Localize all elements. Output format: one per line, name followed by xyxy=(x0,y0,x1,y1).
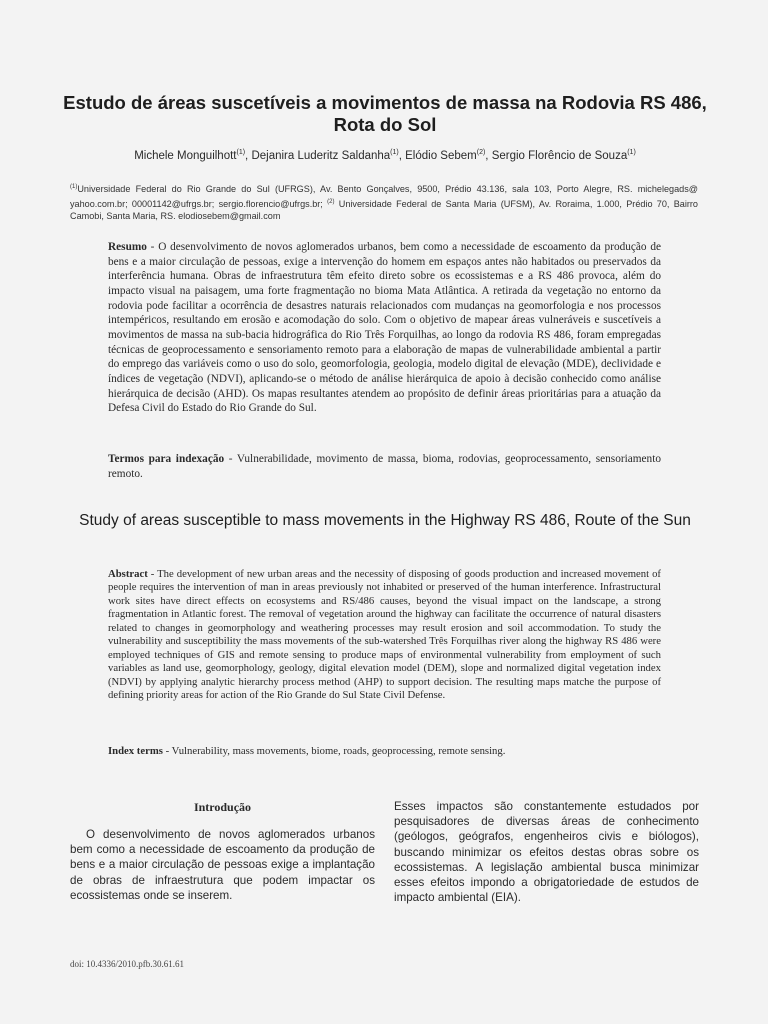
author-affiliation-mark: (1) xyxy=(390,149,399,156)
resumo-label: Resumo xyxy=(108,241,147,253)
intro-left-column: O desenvolvimento de novos aglomerados urbanos bem como a necessidade de escoamento da produção de bens e a maior circulação de pessoas exige a implantação de obras de infraestrutura que podem impactar os ecossistemas onde se inserem. xyxy=(70,828,375,902)
abstract-label: Abstract xyxy=(108,568,148,580)
index-terms-label: Index terms xyxy=(108,745,163,757)
index-terms-text: - Vulnerability, mass movements, biome, roads, geoprocessing, remote sensing. xyxy=(162,745,506,757)
intro-right-column: Esses impactos são constantemente estudados por pesquisadores de diversas áreas de conhecimento (geólogos, geógrafos, engenheiros civis e biólogos), buscando minimizar os efeitos destas obras sobre os ecossistemas. A legislação ambiental busca minimizar esses efeitos impondo a obrigatoriedade de estudos de impacto ambiental (EIA). xyxy=(394,800,699,905)
resumo-paragraph xyxy=(108,240,661,416)
paper-title-english: Study of areas susceptible to mass movements in the Highway RS 486, Route of the Sun xyxy=(79,512,691,529)
author-name: Dejanira Luderitz Saldanha xyxy=(251,149,391,162)
termos-label: Termos para indexação xyxy=(108,453,225,465)
termos-text: - Vulnerabilidade, movimento de massa, bioma, rodovias, geoprocessamento, sensoriamento remoto. xyxy=(108,453,661,480)
affiliation-text: Universidade Federal de Santa Maria (UFSM), Av. Roraima, 1.000, Prédio 70, Bairro Camobi, Santa Maria, RS. elodiosebem@gmail.com xyxy=(70,198,698,222)
author-name: Sergio Florêncio de Souza xyxy=(491,149,628,162)
index-terms-paragraph xyxy=(108,745,661,758)
author-affiliation-mark: (1) xyxy=(627,149,636,156)
author-affiliation-mark: (2) xyxy=(476,149,486,156)
author-name: Elódio Sebem xyxy=(405,149,477,162)
affiliation-mark: (1) xyxy=(70,184,78,190)
affiliations xyxy=(70,181,698,223)
affiliation-text: Universidade Federal do Rio Grande do Sul (UFRGS), Av. Bento Gonçalves, 9500, Prédio 43.136, sala 103, Porto Alegre, RS. michelegads@ yahoo.com.br; 00001142@ufrgs.br; sergio.florencio@ufrgs.br; xyxy=(70,184,698,209)
abstract-paragraph xyxy=(108,568,661,703)
doi-footer: doi: 10.4336/2010.pfb.30.61.61 xyxy=(70,959,184,969)
affiliation-mark: (2) xyxy=(327,198,335,205)
termos-paragraph xyxy=(108,452,661,481)
abstract-text: - The development of new urban areas and the necessity of disposing of goods production and increased movement of people requires the intervention of man in areas previously not inhabited or preserved of the human interference. Infrastructural work sites have direct effects on ecosystems and RS/486 causes, beyond the visual impact on the landscape, a strong fragmentation in Atlantic forest. The removal of vegetation around the highway can facilitate the occurrence of natural disasters related to changes in geomorphology and weathering processes may result erosion and soil accommodation. To study the vulnerability and susceptibility the mass movements of the sub-watershed Três Forquilhas river along the highway RS 486 were employed techniques of GIS and remote sensing to produce maps of environmental vulnerability from employment of such variables as land use, geomorphology, geology, digital elevation model (DEM), slope and normalized digital vegetation index (NDVI) by applying analytic hierarchy process method (AHP) to support decision. The resulting maps matche the purpose of defining priority areas for action of the Rio Grande do Sul State Civil Defense. xyxy=(108,568,661,702)
author-affiliation-mark: (1) xyxy=(236,149,246,156)
section-heading-introducao: Introdução xyxy=(193,800,252,814)
author-list: Michele Monguilhott$^{(1)}$, Dejanira Luderitz Saldanha$^{(1)}$, Elódio Sebem$^{(2)}$, Sergio Florêncio de Souza$^{(1)}$ xyxy=(134,149,636,162)
resumo-text: - O desenvolvimento de novos aglomerados urbanos, bem como a necessidade de escoamento da produção de bens e a maior circulação de pessoas, exige a intervenção do homem em espaços antes não habitados ou preservados da interferência humana. Obras de infraestrutura têm efeito direto sobre os ecossistemas e a RS 486 provoca, além do impacto visual na paisagem, uma forte fragmentação no bioma Mata Atlântica. A retirada da vegetação no entorno da rodovia pode facilitar a ocorrência de desastres naturais relacionados com mudanças na geomorfologia e nos processos intempéricos, resultando em erosão e acomodação do solo. Com o objetivo de mapear áreas vulneráveis e suscetíveis a movimentos de massa na sub-bacia hidrográfica do Rio Três Forquilhas, ao longo da rodovia RS 486, foram empregadas técnicas de geoprocessamento e sensoriamento remoto para a elaboração de mapas de vulnerabilidade ambiental a partir do emprego das variáveis como o uso do solo, geomorfologia, geologia, modelo digital de elevação (MDE), declividade e índices de vegetação (NDVI), aplicando-se o método de análise hierárquica de apoio à decisão conhecido como análise hierárquica de decisão (AHD). Os mapas resultantes atendem ao propósito de definir áreas prioritárias para a atuação da Defesa Civil do Estado do Rio Grande do Sul. xyxy=(108,241,661,415)
paper-title-portuguese: Estudo de áreas suscetíveis a movimentos de massa na Rodovia RS 486, Rota do Sol xyxy=(63,92,707,135)
author-name: Michele Monguilhott xyxy=(134,149,237,162)
